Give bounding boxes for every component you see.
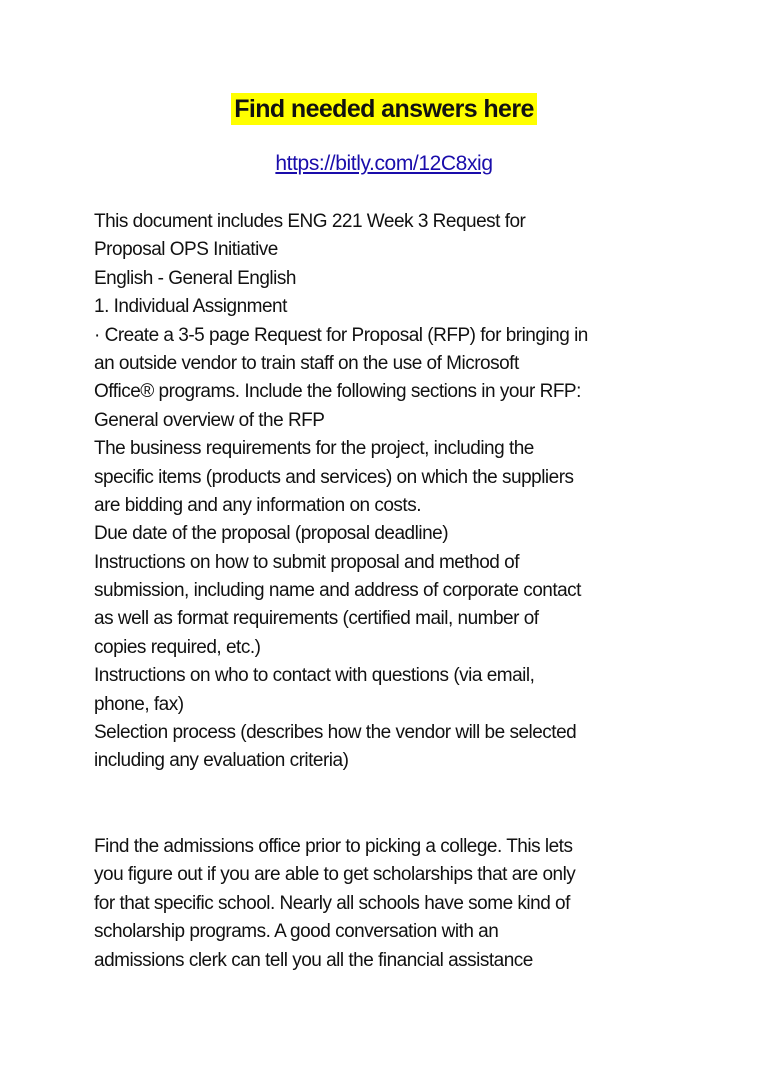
text-line: an outside vendor to train staff on the use of Microsoft xyxy=(94,352,519,374)
text-line: Instructions on who to contact with questions (via email, xyxy=(94,665,535,687)
highlighted-title: Find needed answers here xyxy=(231,93,537,125)
text-line: This document includes ENG 221 Week 3 Request for xyxy=(94,211,526,232)
text-line: The business requirements for the project, including the xyxy=(94,438,534,460)
text-line: specific items (products and services) on which the suppliers xyxy=(94,466,574,488)
page-heading xyxy=(0,95,768,124)
text-line: you figure out if you are able to get scholarships that are only xyxy=(94,864,576,886)
text-line: Due date of the proposal (proposal deadline) xyxy=(94,523,449,545)
text-line: English - General English xyxy=(94,267,296,289)
answers-link[interactable]: https://bitly.com/12C8xig xyxy=(275,152,493,175)
text-line: 1. Individual Assignment xyxy=(94,296,287,318)
text-line: Office® programs. Include the following sections in your RFP: xyxy=(94,381,581,403)
text-line: General overview of the RFP xyxy=(94,409,325,431)
text-line: as well as format requirements (certified mail, number of xyxy=(94,608,539,630)
text-line: for that specific school. Nearly all schools have some kind of xyxy=(94,892,570,914)
text-line: Proposal OPS Initiative xyxy=(94,239,278,261)
text-line: copies required, etc.) xyxy=(94,636,261,658)
text-line: submission, including name and address of corporate contact xyxy=(94,580,581,602)
text-line: Instructions on how to submit proposal and method of xyxy=(94,551,519,573)
text-line: admissions clerk can tell you all the financial assistance xyxy=(94,949,533,971)
text-line: · Create a 3-5 page Request for Proposal (RFP) for bringing in xyxy=(94,324,588,346)
text-line: scholarship programs. A good conversation with an xyxy=(94,921,499,943)
text-line: phone, fax) xyxy=(94,693,184,715)
admissions-paragraph xyxy=(94,833,575,975)
text-line: Find the admissions office prior to picking a college. This lets xyxy=(94,836,573,857)
text-line: are bidding and any information on costs. xyxy=(94,494,421,516)
assignment-description xyxy=(94,208,588,776)
text-line: Selection process (describes how the vendor will be selected xyxy=(94,722,577,744)
text-line: including any evaluation criteria) xyxy=(94,750,349,772)
